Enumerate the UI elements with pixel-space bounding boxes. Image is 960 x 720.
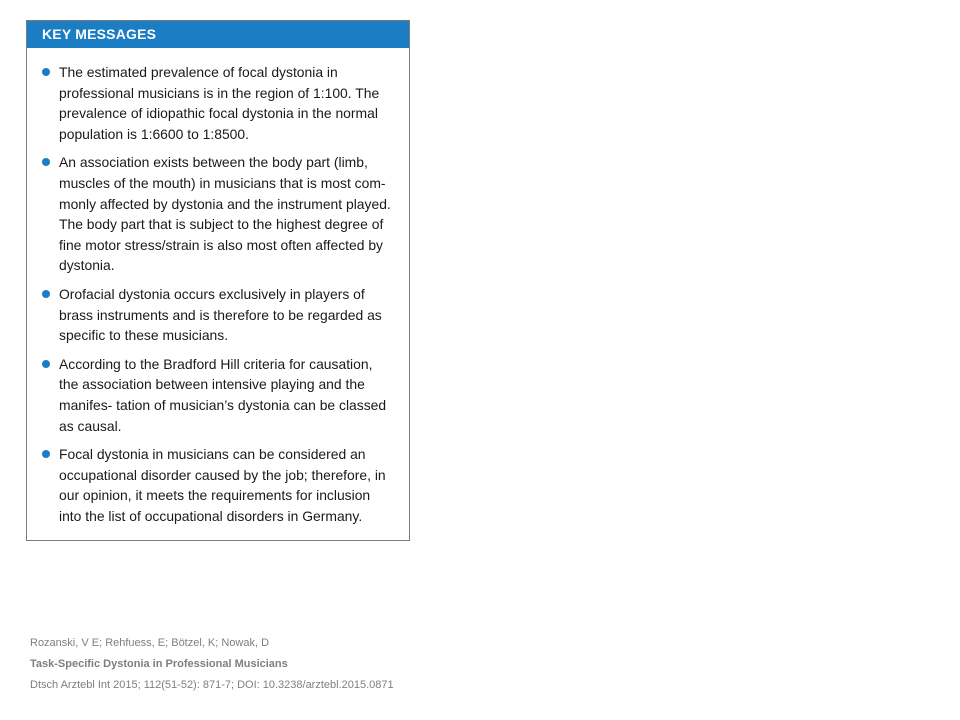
bullet-icon xyxy=(42,360,50,368)
key-message-text: Orofacial dystonia occurs exclusively in players of brass instruments and is therefore to be regarded as specific to these musicians. xyxy=(59,285,382,344)
key-message-item xyxy=(41,62,395,144)
key-message-item xyxy=(41,444,395,526)
key-message-text: An association exists between the body part (limb, muscles of the mouth) in musicians that is most com- monly affected by dystonia and the instrument played. The body part that is subject to the highest degree of fine motor stress/strain is also most often affected by dystonia. xyxy=(59,154,391,274)
citation xyxy=(30,633,394,696)
key-message-item xyxy=(41,354,395,436)
citation-title: Task-Specific Dystonia in Professional Musicians xyxy=(30,658,288,670)
bullet-icon xyxy=(42,68,50,76)
bullet-icon xyxy=(42,158,50,166)
key-message-text: The estimated prevalence of focal dystonia in professional musicians is in the region of 1:100. The prevalence of idiopathic focal dystonia in the normal population is 1:6600 to 1:8500. xyxy=(59,64,380,142)
citation-authors: Rozanski, V E; Rehfuess, E; Bötzel, K; Nowak, D xyxy=(30,637,270,649)
key-messages-title: KEY MESSAGES xyxy=(27,21,409,48)
key-messages-list xyxy=(27,48,409,526)
bullet-icon xyxy=(42,450,50,458)
key-message-text: According to the Bradford Hill criteria for causation, the association between intensive playing and the manifes- tation of musician’s dystonia can be classed as causal. xyxy=(59,355,387,434)
key-message-item xyxy=(41,152,395,276)
key-message-text: Focal dystonia in musicians can be considered an occupational disorder caused by the job; therefore, in our opinion, it meets the requirements for inclusion into the list of occupational disorders in Germany. xyxy=(59,446,386,524)
key-message-item xyxy=(41,284,395,346)
key-messages-box xyxy=(26,20,410,541)
bullet-icon xyxy=(42,290,50,298)
citation-source: Dtsch Arztebl Int 2015; 112(51-52): 871-7; DOI: 10.3238/arztebl.2015.0871 xyxy=(30,679,394,691)
